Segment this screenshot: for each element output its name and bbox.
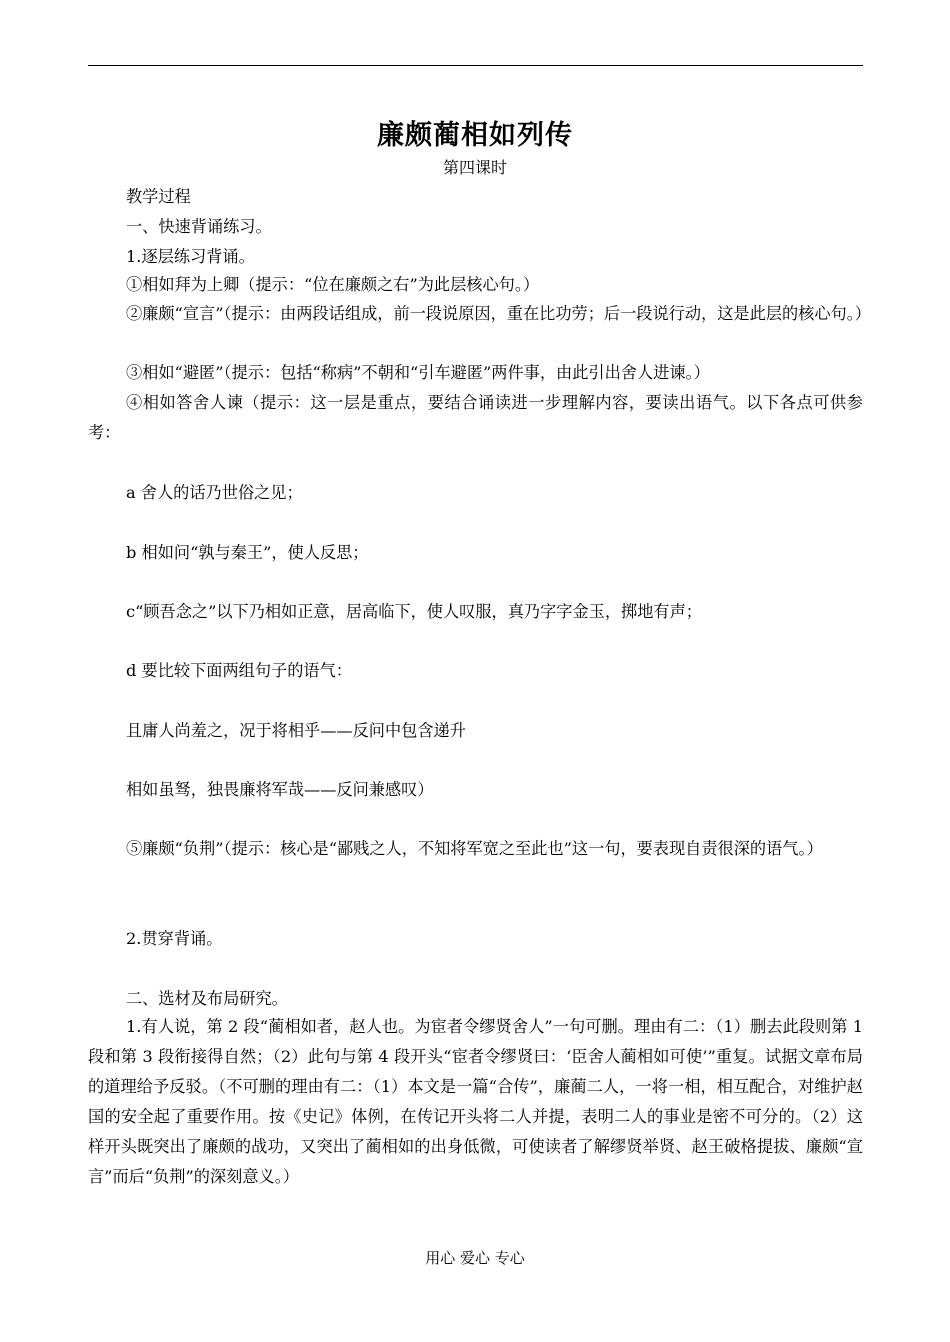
section-heading-process: 教学过程	[126, 187, 191, 206]
paragraph-layered-recitation: 1.逐层练习背诵。	[126, 247, 255, 266]
paragraph-structure-question: 1.有人说，第 2 段“蔺相如者，赵人也。为宦者令缪贤舍人”一句可删。理由有二：（1）删去此段则第 1 段和第 3 段衔接得自然；（2）此句与第 4 段开头“宦者令缪贤曰：‘臣舍人蔺相如可使’”重复。试据文章布局的道理给予反驳。（不可删的理由有二：（1）本文是一篇“合传”，廉蔺二人，一将一相，相互配合，对维护赵国的安全起了重要作用。按《史记》体例，在传记开头将二人并提，表明二人的事业是密不可分的。（2）这样开头既突出了廉颇的战功，又突出了蔺相如的出身低微，可使读者了解缪贤举贤、赵王破格提拔、廉颇“宣言”而后“负荆”的深刻意义。）	[88, 1017, 863, 1186]
section-heading-recitation: 一、快速背诵练习。	[126, 217, 272, 236]
page-title: 廉颇蔺相如列传	[377, 120, 573, 151]
paragraph-sentence-2: 相如虽驽，独畏廉将军哉——反问兼感叹）	[126, 780, 434, 799]
header-rule	[88, 65, 863, 66]
paragraph-sentence-1: 且庸人尚羞之，况于将相乎——反问中包含递升	[126, 721, 466, 740]
paragraph-layer-3: ③相如“避匿”（提示：包括“称病”不朝和“引车避匿”两件事，由此引出舍人进谏。）	[126, 363, 710, 382]
paragraph-full-recitation: 2.贯穿背诵。	[126, 929, 223, 948]
paragraph-layer-5: ⑤廉颇“负荆”（提示：核心是“鄙贱之人，不知将军宽之至此也”这一句，要表现自责很深的语气。）	[126, 839, 823, 858]
page-footer: 用心 爱心 专心	[425, 1249, 525, 1267]
section-heading-structure: 二、选材及布局研究。	[126, 989, 288, 1008]
paragraph-layer-1: ①相如拜为上卿（提示：“位在廉颇之右”为此层核心句。）	[126, 275, 540, 294]
page-subtitle: 第四课时	[442, 158, 507, 177]
paragraph-point-c: c“顾吾念之”以下乃相如正意，居高临下，使人叹服，真乃字字金玉，掷地有声；	[126, 602, 702, 621]
paragraph-point-b: b 相如问“孰与秦王”，使人反思；	[126, 543, 369, 562]
paragraph-layer-2: ②廉颇“宣言”（提示：由两段话组成，前一段说原因，重在比功劳；后一段说行动，这是此层的核心句。）	[126, 304, 871, 323]
paragraph-layer-4: ④相如答舍人谏（提示：这一层是重点，要结合诵读进一步理解内容，要读出语气。以下各点可供参考：	[88, 393, 863, 442]
paragraph-point-d: d 要比较下面两组句子的语气：	[126, 661, 352, 680]
paragraph-point-a: a 舍人的话乃世俗之见；	[126, 483, 303, 502]
